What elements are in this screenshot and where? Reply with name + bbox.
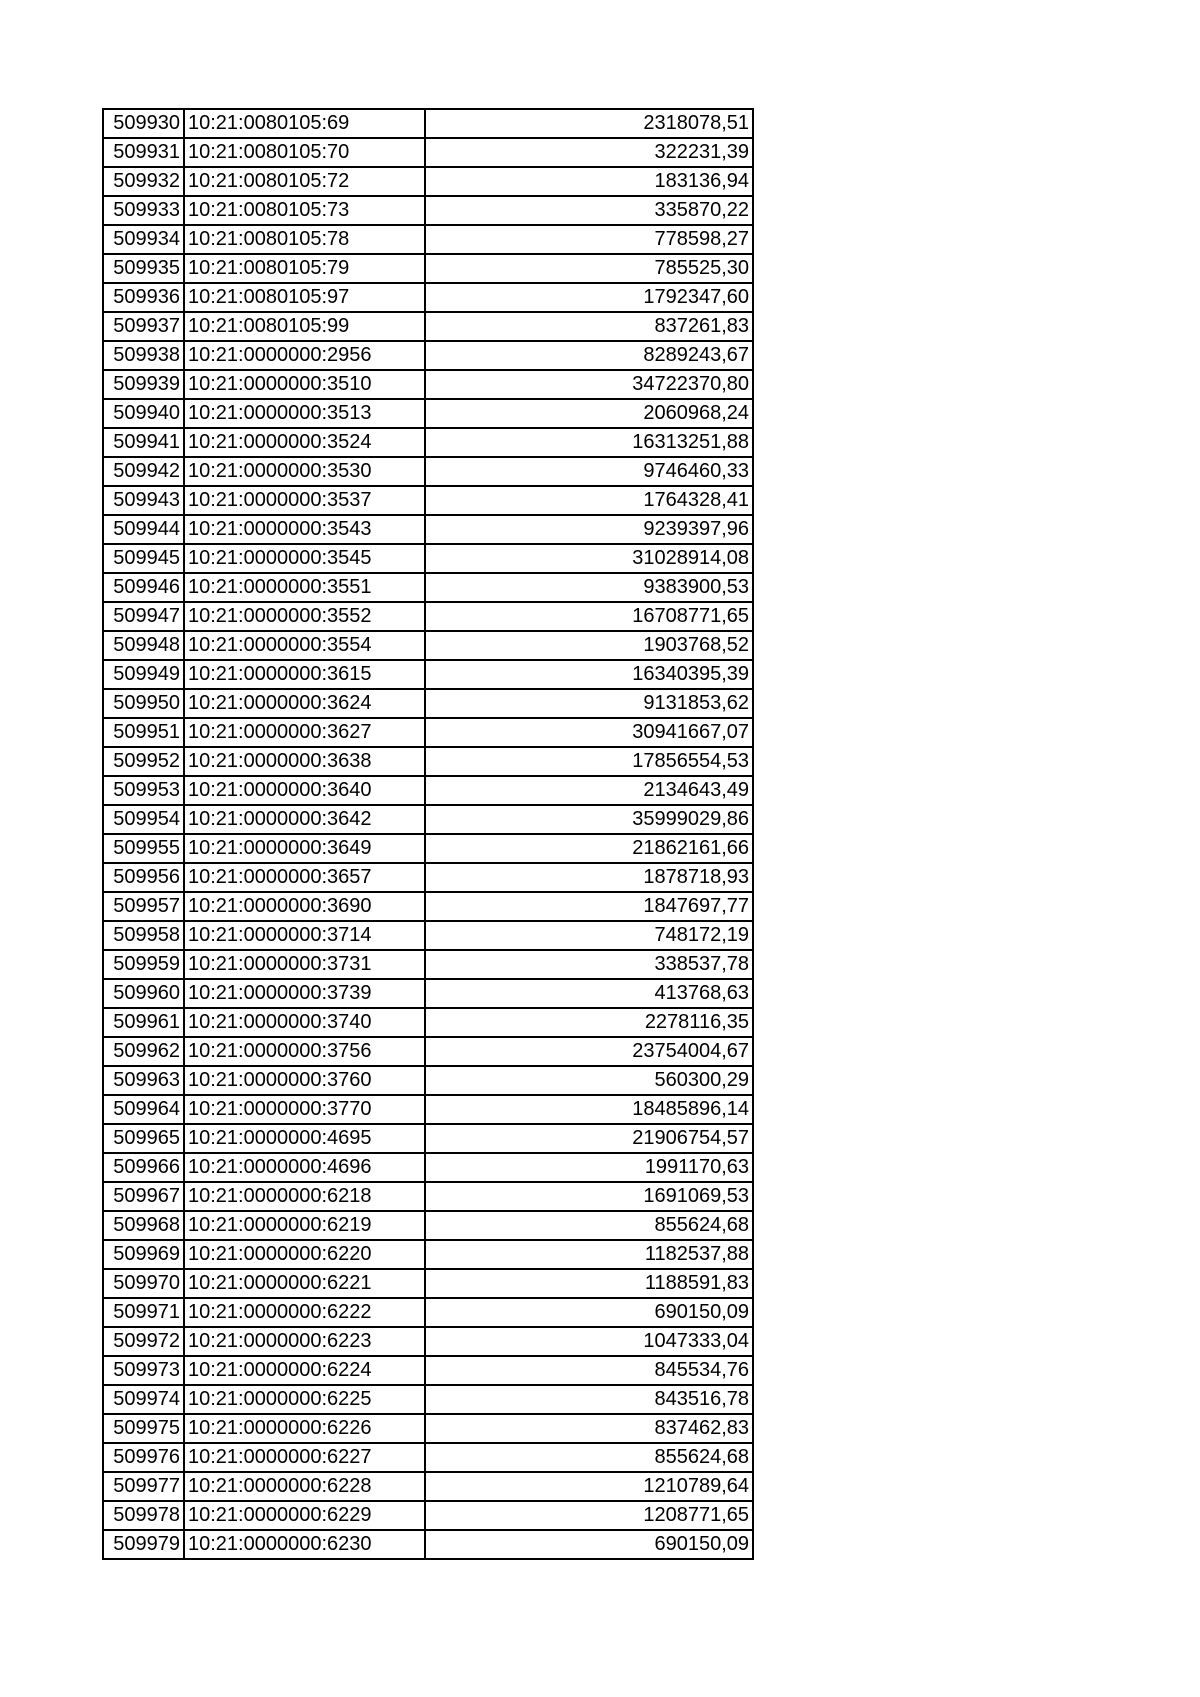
row-id-cell: 509975: [103, 1414, 184, 1443]
cadastral-number-cell: 10:21:0000000:3740: [184, 1008, 425, 1037]
row-id-cell: 509957: [103, 892, 184, 921]
table-row: [103, 312, 753, 341]
cadastral-number-cell: 10:21:0000000:3543: [184, 515, 425, 544]
table-row: [103, 1443, 753, 1472]
row-id-cell: 509930: [103, 109, 184, 138]
amount-cell: 183136,94: [425, 167, 753, 196]
row-id-cell: 509945: [103, 544, 184, 573]
cadastral-number-cell: 10:21:0000000:3624: [184, 689, 425, 718]
cadastral-number-cell: 10:21:0000000:3551: [184, 573, 425, 602]
cadastral-number-cell: 10:21:0080105:97: [184, 283, 425, 312]
amount-cell: 16708771,65: [425, 602, 753, 631]
table-row: [103, 689, 753, 718]
table-row: [103, 428, 753, 457]
row-id-cell: 509963: [103, 1066, 184, 1095]
row-id-cell: 509950: [103, 689, 184, 718]
table-row: [103, 573, 753, 602]
table-row: [103, 1037, 753, 1066]
cadastral-number-cell: 10:21:0080105:99: [184, 312, 425, 341]
amount-cell: 1188591,83: [425, 1269, 753, 1298]
row-id-cell: 509939: [103, 370, 184, 399]
row-id-cell: 509935: [103, 254, 184, 283]
table-row: [103, 138, 753, 167]
amount-cell: 34722370,80: [425, 370, 753, 399]
cadastral-number-cell: 10:21:0000000:3510: [184, 370, 425, 399]
row-id-cell: 509962: [103, 1037, 184, 1066]
row-id-cell: 509979: [103, 1530, 184, 1559]
table-row: [103, 979, 753, 1008]
amount-cell: 785525,30: [425, 254, 753, 283]
table-row: [103, 1269, 753, 1298]
row-id-cell: 509961: [103, 1008, 184, 1037]
table-row: [103, 486, 753, 515]
cadastral-number-cell: 10:21:0000000:6223: [184, 1327, 425, 1356]
cadastral-number-cell: 10:21:0000000:3537: [184, 486, 425, 515]
amount-cell: 338537,78: [425, 950, 753, 979]
row-id-cell: 509976: [103, 1443, 184, 1472]
row-id-cell: 509969: [103, 1240, 184, 1269]
row-id-cell: 509965: [103, 1124, 184, 1153]
cadastral-number-cell: 10:21:0000000:6225: [184, 1385, 425, 1414]
cadastral-number-cell: 10:21:0000000:6224: [184, 1356, 425, 1385]
cadastral-number-cell: 10:21:0080105:70: [184, 138, 425, 167]
table-row: [103, 1501, 753, 1530]
row-id-cell: 509947: [103, 602, 184, 631]
row-id-cell: 509933: [103, 196, 184, 225]
amount-cell: 35999029,86: [425, 805, 753, 834]
cadastral-number-cell: 10:21:0080105:72: [184, 167, 425, 196]
amount-cell: 8289243,67: [425, 341, 753, 370]
cadastral-number-cell: 10:21:0000000:3770: [184, 1095, 425, 1124]
table-row: [103, 921, 753, 950]
row-id-cell: 509974: [103, 1385, 184, 1414]
table-row: [103, 457, 753, 486]
cadastral-number-cell: 10:21:0000000:4696: [184, 1153, 425, 1182]
row-id-cell: 509951: [103, 718, 184, 747]
cadastral-number-cell: 10:21:0000000:3714: [184, 921, 425, 950]
amount-cell: 31028914,08: [425, 544, 753, 573]
cadastral-number-cell: 10:21:0000000:3739: [184, 979, 425, 1008]
amount-cell: 9239397,96: [425, 515, 753, 544]
table-row: [103, 167, 753, 196]
row-id-cell: 509956: [103, 863, 184, 892]
amount-cell: 1792347,60: [425, 283, 753, 312]
table-row: [103, 1327, 753, 1356]
cadastral-number-cell: 10:21:0000000:3657: [184, 863, 425, 892]
amount-cell: 748172,19: [425, 921, 753, 950]
row-id-cell: 509937: [103, 312, 184, 341]
cadastral-number-cell: 10:21:0000000:3649: [184, 834, 425, 863]
cadastral-number-cell: 10:21:0000000:3640: [184, 776, 425, 805]
table-row: [103, 515, 753, 544]
table-row: [103, 1240, 753, 1269]
table-row: [103, 1124, 753, 1153]
amount-cell: 690150,09: [425, 1298, 753, 1327]
cadastral-number-cell: 10:21:0000000:6220: [184, 1240, 425, 1269]
table-row: [103, 196, 753, 225]
table-row: [103, 1095, 753, 1124]
table-row: [103, 399, 753, 428]
row-id-cell: 509940: [103, 399, 184, 428]
amount-cell: 1903768,52: [425, 631, 753, 660]
amount-cell: 837261,83: [425, 312, 753, 341]
cadastral-number-cell: 10:21:0000000:3552: [184, 602, 425, 631]
cadastral-number-cell: 10:21:0000000:3524: [184, 428, 425, 457]
row-id-cell: 509977: [103, 1472, 184, 1501]
table-row: [103, 805, 753, 834]
row-id-cell: 509932: [103, 167, 184, 196]
cadastral-number-cell: 10:21:0000000:3513: [184, 399, 425, 428]
row-id-cell: 509972: [103, 1327, 184, 1356]
amount-cell: 21906754,57: [425, 1124, 753, 1153]
cadastral-number-cell: 10:21:0080105:69: [184, 109, 425, 138]
table-row: [103, 1472, 753, 1501]
cadastral-number-cell: 10:21:0000000:3642: [184, 805, 425, 834]
table-row: [103, 1153, 753, 1182]
amount-cell: 2134643,49: [425, 776, 753, 805]
table-row: [103, 892, 753, 921]
table-row: [103, 1385, 753, 1414]
cadastral-number-cell: 10:21:0000000:3545: [184, 544, 425, 573]
table-row: [103, 1356, 753, 1385]
row-id-cell: 509958: [103, 921, 184, 950]
table-body: [103, 109, 753, 1559]
row-id-cell: 509943: [103, 486, 184, 515]
table-row: [103, 1298, 753, 1327]
amount-cell: 23754004,67: [425, 1037, 753, 1066]
amount-cell: 2278116,35: [425, 1008, 753, 1037]
amount-cell: 1764328,41: [425, 486, 753, 515]
table-row: [103, 1008, 753, 1037]
cadastral-number-cell: 10:21:0000000:3638: [184, 747, 425, 776]
table-row: [103, 1530, 753, 1559]
table-row: [103, 718, 753, 747]
row-id-cell: 509954: [103, 805, 184, 834]
table-row: [103, 225, 753, 254]
cadastral-number-cell: 10:21:0000000:6230: [184, 1530, 425, 1559]
cadastral-number-cell: 10:21:0000000:4695: [184, 1124, 425, 1153]
amount-cell: 30941667,07: [425, 718, 753, 747]
amount-cell: 2060968,24: [425, 399, 753, 428]
cadastral-number-cell: 10:21:0000000:6219: [184, 1211, 425, 1240]
amount-cell: 9131853,62: [425, 689, 753, 718]
amount-cell: 560300,29: [425, 1066, 753, 1095]
table-row: [103, 631, 753, 660]
table-row: [103, 283, 753, 312]
row-id-cell: 509959: [103, 950, 184, 979]
amount-cell: 17856554,53: [425, 747, 753, 776]
row-id-cell: 509931: [103, 138, 184, 167]
cadastral-number-cell: 10:21:0000000:6228: [184, 1472, 425, 1501]
row-id-cell: 509960: [103, 979, 184, 1008]
amount-cell: 18485896,14: [425, 1095, 753, 1124]
cadastral-number-cell: 10:21:0080105:79: [184, 254, 425, 283]
row-id-cell: 509941: [103, 428, 184, 457]
table-row: [103, 660, 753, 689]
row-id-cell: 509955: [103, 834, 184, 863]
cadastral-number-cell: 10:21:0000000:3627: [184, 718, 425, 747]
cadastral-number-cell: 10:21:0080105:78: [184, 225, 425, 254]
amount-cell: 9383900,53: [425, 573, 753, 602]
row-id-cell: 509953: [103, 776, 184, 805]
cadastral-number-cell: 10:21:0000000:6226: [184, 1414, 425, 1443]
amount-cell: 16313251,88: [425, 428, 753, 457]
amount-cell: 855624,68: [425, 1211, 753, 1240]
row-id-cell: 509971: [103, 1298, 184, 1327]
amount-cell: 855624,68: [425, 1443, 753, 1472]
row-id-cell: 509946: [103, 573, 184, 602]
row-id-cell: 509964: [103, 1095, 184, 1124]
row-id-cell: 509973: [103, 1356, 184, 1385]
table-row: [103, 544, 753, 573]
amount-cell: 335870,22: [425, 196, 753, 225]
cadastral-number-cell: 10:21:0000000:3756: [184, 1037, 425, 1066]
row-id-cell: 509978: [103, 1501, 184, 1530]
amount-cell: 21862161,66: [425, 834, 753, 863]
row-id-cell: 509968: [103, 1211, 184, 1240]
table-row: [103, 1182, 753, 1211]
row-id-cell: 509942: [103, 457, 184, 486]
amount-cell: 1691069,53: [425, 1182, 753, 1211]
amount-cell: 1047333,04: [425, 1327, 753, 1356]
amount-cell: 1208771,65: [425, 1501, 753, 1530]
amount-cell: 1182537,88: [425, 1240, 753, 1269]
cadastral-number-cell: 10:21:0080105:73: [184, 196, 425, 225]
cadastral-number-cell: 10:21:0000000:6218: [184, 1182, 425, 1211]
cadastral-number-cell: 10:21:0000000:3731: [184, 950, 425, 979]
table-row: [103, 1066, 753, 1095]
amount-cell: 845534,76: [425, 1356, 753, 1385]
table-row: [103, 1211, 753, 1240]
row-id-cell: 509944: [103, 515, 184, 544]
row-id-cell: 509952: [103, 747, 184, 776]
cadastral-number-cell: 10:21:0000000:3554: [184, 631, 425, 660]
cadastral-number-cell: 10:21:0000000:3690: [184, 892, 425, 921]
amount-cell: 1991170,63: [425, 1153, 753, 1182]
row-id-cell: 509936: [103, 283, 184, 312]
row-id-cell: 509938: [103, 341, 184, 370]
amount-cell: 322231,39: [425, 138, 753, 167]
table-row: [103, 254, 753, 283]
row-id-cell: 509949: [103, 660, 184, 689]
table-row: [103, 834, 753, 863]
cadastral-number-cell: 10:21:0000000:6222: [184, 1298, 425, 1327]
amount-cell: 1847697,77: [425, 892, 753, 921]
cadastral-number-cell: 10:21:0000000:3760: [184, 1066, 425, 1095]
table-row: [103, 370, 753, 399]
amount-cell: 413768,63: [425, 979, 753, 1008]
amount-cell: 837462,83: [425, 1414, 753, 1443]
row-id-cell: 509966: [103, 1153, 184, 1182]
amount-cell: 843516,78: [425, 1385, 753, 1414]
table-row: [103, 1414, 753, 1443]
table-row: [103, 747, 753, 776]
row-id-cell: 509967: [103, 1182, 184, 1211]
amount-cell: 778598,27: [425, 225, 753, 254]
cadastral-number-cell: 10:21:0000000:6229: [184, 1501, 425, 1530]
cadastral-number-cell: 10:21:0000000:6227: [184, 1443, 425, 1472]
row-id-cell: 509934: [103, 225, 184, 254]
cadastral-number-cell: 10:21:0000000:3615: [184, 660, 425, 689]
amount-cell: 16340395,39: [425, 660, 753, 689]
table-row: [103, 109, 753, 138]
table-row: [103, 776, 753, 805]
table-row: [103, 602, 753, 631]
table-row: [103, 341, 753, 370]
row-id-cell: 509948: [103, 631, 184, 660]
cadastral-number-cell: 10:21:0000000:2956: [184, 341, 425, 370]
amount-cell: 1878718,93: [425, 863, 753, 892]
amount-cell: 9746460,33: [425, 457, 753, 486]
table-row: [103, 863, 753, 892]
amount-cell: 1210789,64: [425, 1472, 753, 1501]
amount-cell: 690150,09: [425, 1530, 753, 1559]
row-id-cell: 509970: [103, 1269, 184, 1298]
table-row: [103, 950, 753, 979]
data-table: [102, 108, 754, 1560]
cadastral-number-cell: 10:21:0000000:3530: [184, 457, 425, 486]
amount-cell: 2318078,51: [425, 109, 753, 138]
cadastral-number-cell: 10:21:0000000:6221: [184, 1269, 425, 1298]
